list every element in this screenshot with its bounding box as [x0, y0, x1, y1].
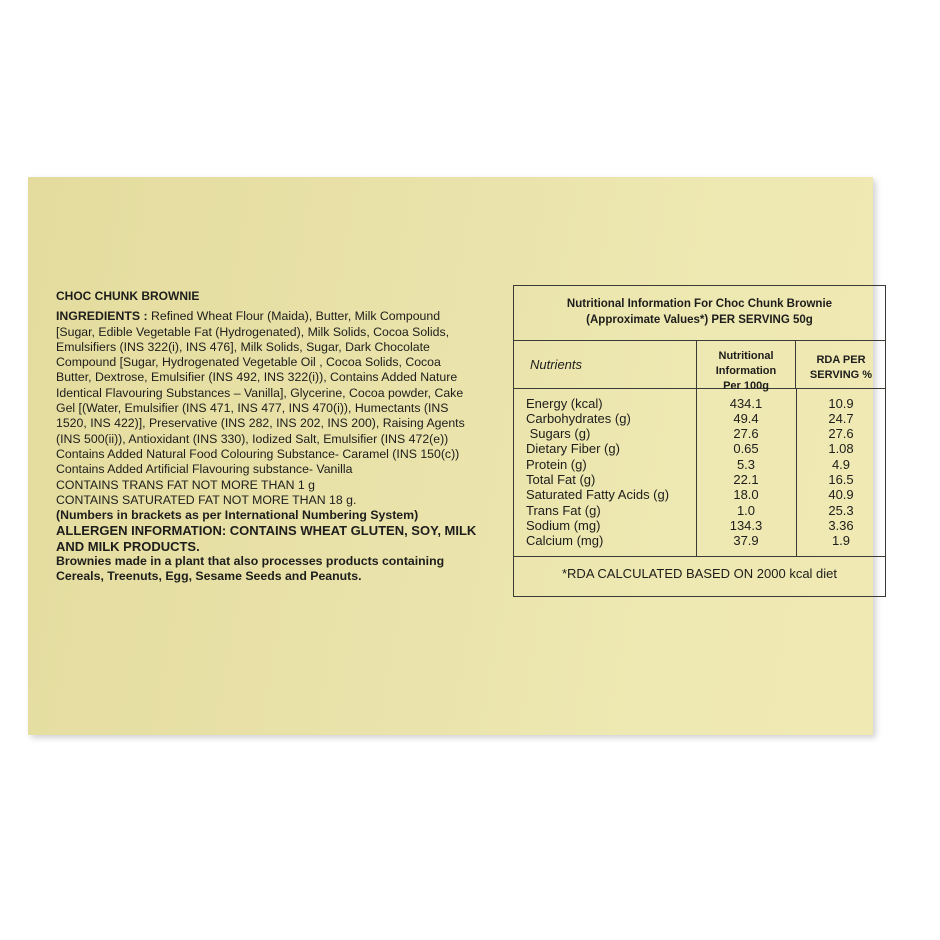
ingredients-line: Emulsifiers (INS 322(i), INS 476], Milk Solids, Sugar, Dark Chocolate — [56, 339, 430, 354]
nutrition-title: Nutritional Information For Choc Chunk Brownie (Approximate Values*) PER SERVING 50g — [514, 286, 885, 341]
ingredients-line: Contains Added Artificial Flavouring substance- Vanilla — [56, 462, 353, 477]
ingredients-line-1: INGREDIENTS : Refined Wheat Flour (Maida), Butter, Milk Compound — [56, 309, 441, 324]
ingredients-line: (INS 500(ii)), Antioxidant (INS 330), Iodized Salt, Emulsifier (INS 472(e)) — [56, 431, 449, 446]
saturated-fat-statement: CONTAINS SATURATED FAT NOT MORE THAN 18 g. — [56, 492, 357, 507]
nutrient-row: Trans Fat (g) 1.0 25.3 — [526, 503, 854, 518]
ingredients-line: 1520, INS 422)], Preservative (INS 282, INS 202, INS 200), Raising Agents — [56, 416, 465, 431]
trans-fat-statement: CONTAINS TRANS FAT NOT MORE THAN 1 g — [56, 477, 315, 492]
allergen-line-2: AND MILK PRODUCTS. — [56, 538, 200, 554]
numbering-note: (Numbers in brackets as per International Numbering System) — [56, 508, 419, 523]
ingredients-line: [Sugar, Edible Vegetable Fat (Hydrogenated), Milk Solids, Cocoa Solids, — [56, 324, 450, 339]
nutrient-row: Total Fat (g) 22.1 16.5 — [526, 472, 854, 487]
allergen-line-1: ALLERGEN INFORMATION: CONTAINS WHEAT GLUTEN, SOY, MILK — [56, 523, 477, 539]
plant-note-line-2: Cereals, Treenuts, Egg, Sesame Seeds and Peanuts. — [56, 569, 362, 584]
ingredients-line: Contains Added Natural Food Colouring Substance- Caramel (INS 150(c)) — [56, 446, 460, 461]
nutrient-row: Calcium (mg) 37.9 1.9 — [526, 533, 851, 548]
nutrient-row: Carbohydrates (g) 49.4 24.7 — [526, 411, 854, 426]
col-rda-header: RDA PER SERVING % — [809, 354, 873, 381]
rda-footnote: *RDA CALCULATED BASED ON 2000 kcal diet — [561, 566, 838, 581]
product-name: CHOC CHUNK BROWNIE — [56, 289, 200, 303]
nutrient-row: Energy (kcal) 434.1 10.9 — [526, 396, 854, 411]
nutrition-header-row — [514, 341, 885, 392]
col-nutrients-header: Nutrients — [530, 357, 583, 372]
ingredients-line: Gel [(Water, Emulsifier (INS 471, INS 477, INS 470(i)), Humectants (INS — [56, 401, 449, 416]
nutrient-row: Saturated Fatty Acids (g) 18.0 40.9 — [526, 487, 854, 502]
ingredients-line: Identical Flavouring Substances – Vanilla], Glycerine, Cocoa powder, Cake — [56, 385, 464, 400]
col-per100g-header: Nutritional Information Per 100g — [696, 341, 796, 388]
nutrient-row: Sugars (g) 27.6 27.6 — [526, 426, 854, 441]
nutrient-row: Protein (g) 5.3 4.9 — [526, 457, 851, 472]
ingredients-line: Compound [Sugar, Hydrogenated Vegetable Oil , Cocoa Solids, Cocoa — [56, 355, 441, 370]
nutrition-body — [514, 388, 885, 557]
ingredients-block — [56, 289, 496, 585]
nutrient-row: Sodium (mg) 134.3 3.36 — [526, 518, 854, 533]
ingredients-line: Butter, Dextrose, Emulsifier (INS 492, INS 322(i)), Contains Added Nature — [56, 370, 458, 385]
ingredients-label: INGREDIENTS : — [56, 309, 148, 324]
nutrition-table — [513, 285, 886, 597]
plant-note-line-1: Brownies made in a plant that also processes products containing — [56, 554, 445, 569]
nutrient-row: Dietary Fiber (g) 0.65 1.08 — [526, 441, 854, 456]
